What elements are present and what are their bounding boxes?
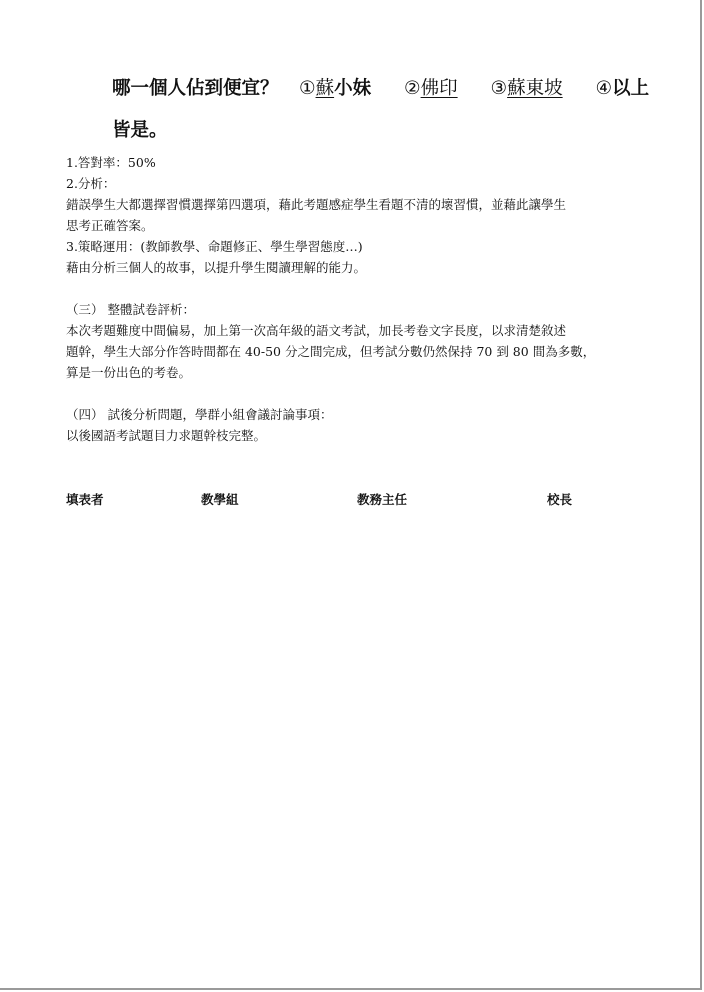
option-4 <box>596 78 650 99</box>
overall-line-1: 本次考題難度中間偏易，加上第一次高年級的語文考試，加長考卷文字長度，以求清楚敘述 <box>66 323 567 338</box>
option-1-text-b: 小妹 <box>334 78 372 99</box>
signature-academic-director: 教務主任 <box>357 492 408 507</box>
analysis-heading: 2.分析： <box>66 176 116 191</box>
option-3-text: 蘇東坡 <box>507 78 563 99</box>
correct-rate: 1.答對率：50% <box>66 155 156 170</box>
question-text: 哪一個人佔到便宜？ <box>112 78 279 99</box>
overall-line-2: 題幹，學生大部分作答時間都在 40-50 分之間完成，但考試分數仍然保持 70 到 80 間為多數， <box>66 344 596 359</box>
option-2-text: 佛印 <box>420 78 458 99</box>
post-exam-line-1: 以後國語考試題目力求題幹枝完整。 <box>66 428 267 443</box>
post-exam-heading: （四） 試後分析問題，學群小組會議討論事項： <box>66 407 333 422</box>
signature-principal: 校長 <box>547 492 573 507</box>
option-4-text: 以上 <box>612 78 650 99</box>
overall-heading: （三） 整體試卷評析： <box>66 302 195 317</box>
strategy-heading: 3.策略運用：(教師教學、命題修正、學生學習態度…) <box>66 239 363 254</box>
signature-teaching-group: 教學組 <box>201 492 239 507</box>
signature-filler: 填表者 <box>66 492 104 507</box>
analysis-text-line-2: 思考正確答案。 <box>66 218 154 233</box>
option-3-marker: ③ <box>490 78 508 99</box>
option-1-marker: ① <box>298 78 316 99</box>
option-4-marker: ④ <box>595 78 613 99</box>
analysis-body <box>66 152 636 446</box>
option-1 <box>299 78 378 99</box>
analysis-text-line-1: 錯誤學生大都選擇習慣選擇第四選項，藉此考題感症學生看題不清的壞習慣，並藉此讓學生 <box>66 197 567 212</box>
question-line-2: 皆是。 <box>112 120 168 141</box>
strategy-text: 藉由分析三個人的故事，以提升學生閱讀理解的能力。 <box>66 260 367 275</box>
question-stem <box>112 72 672 148</box>
option-2 <box>404 78 464 99</box>
option-1-text-a: 蘇 <box>315 78 335 99</box>
option-3 <box>491 78 570 99</box>
option-2-marker: ② <box>404 78 421 99</box>
overall-line-3: 算是一份出色的考卷。 <box>66 365 192 380</box>
